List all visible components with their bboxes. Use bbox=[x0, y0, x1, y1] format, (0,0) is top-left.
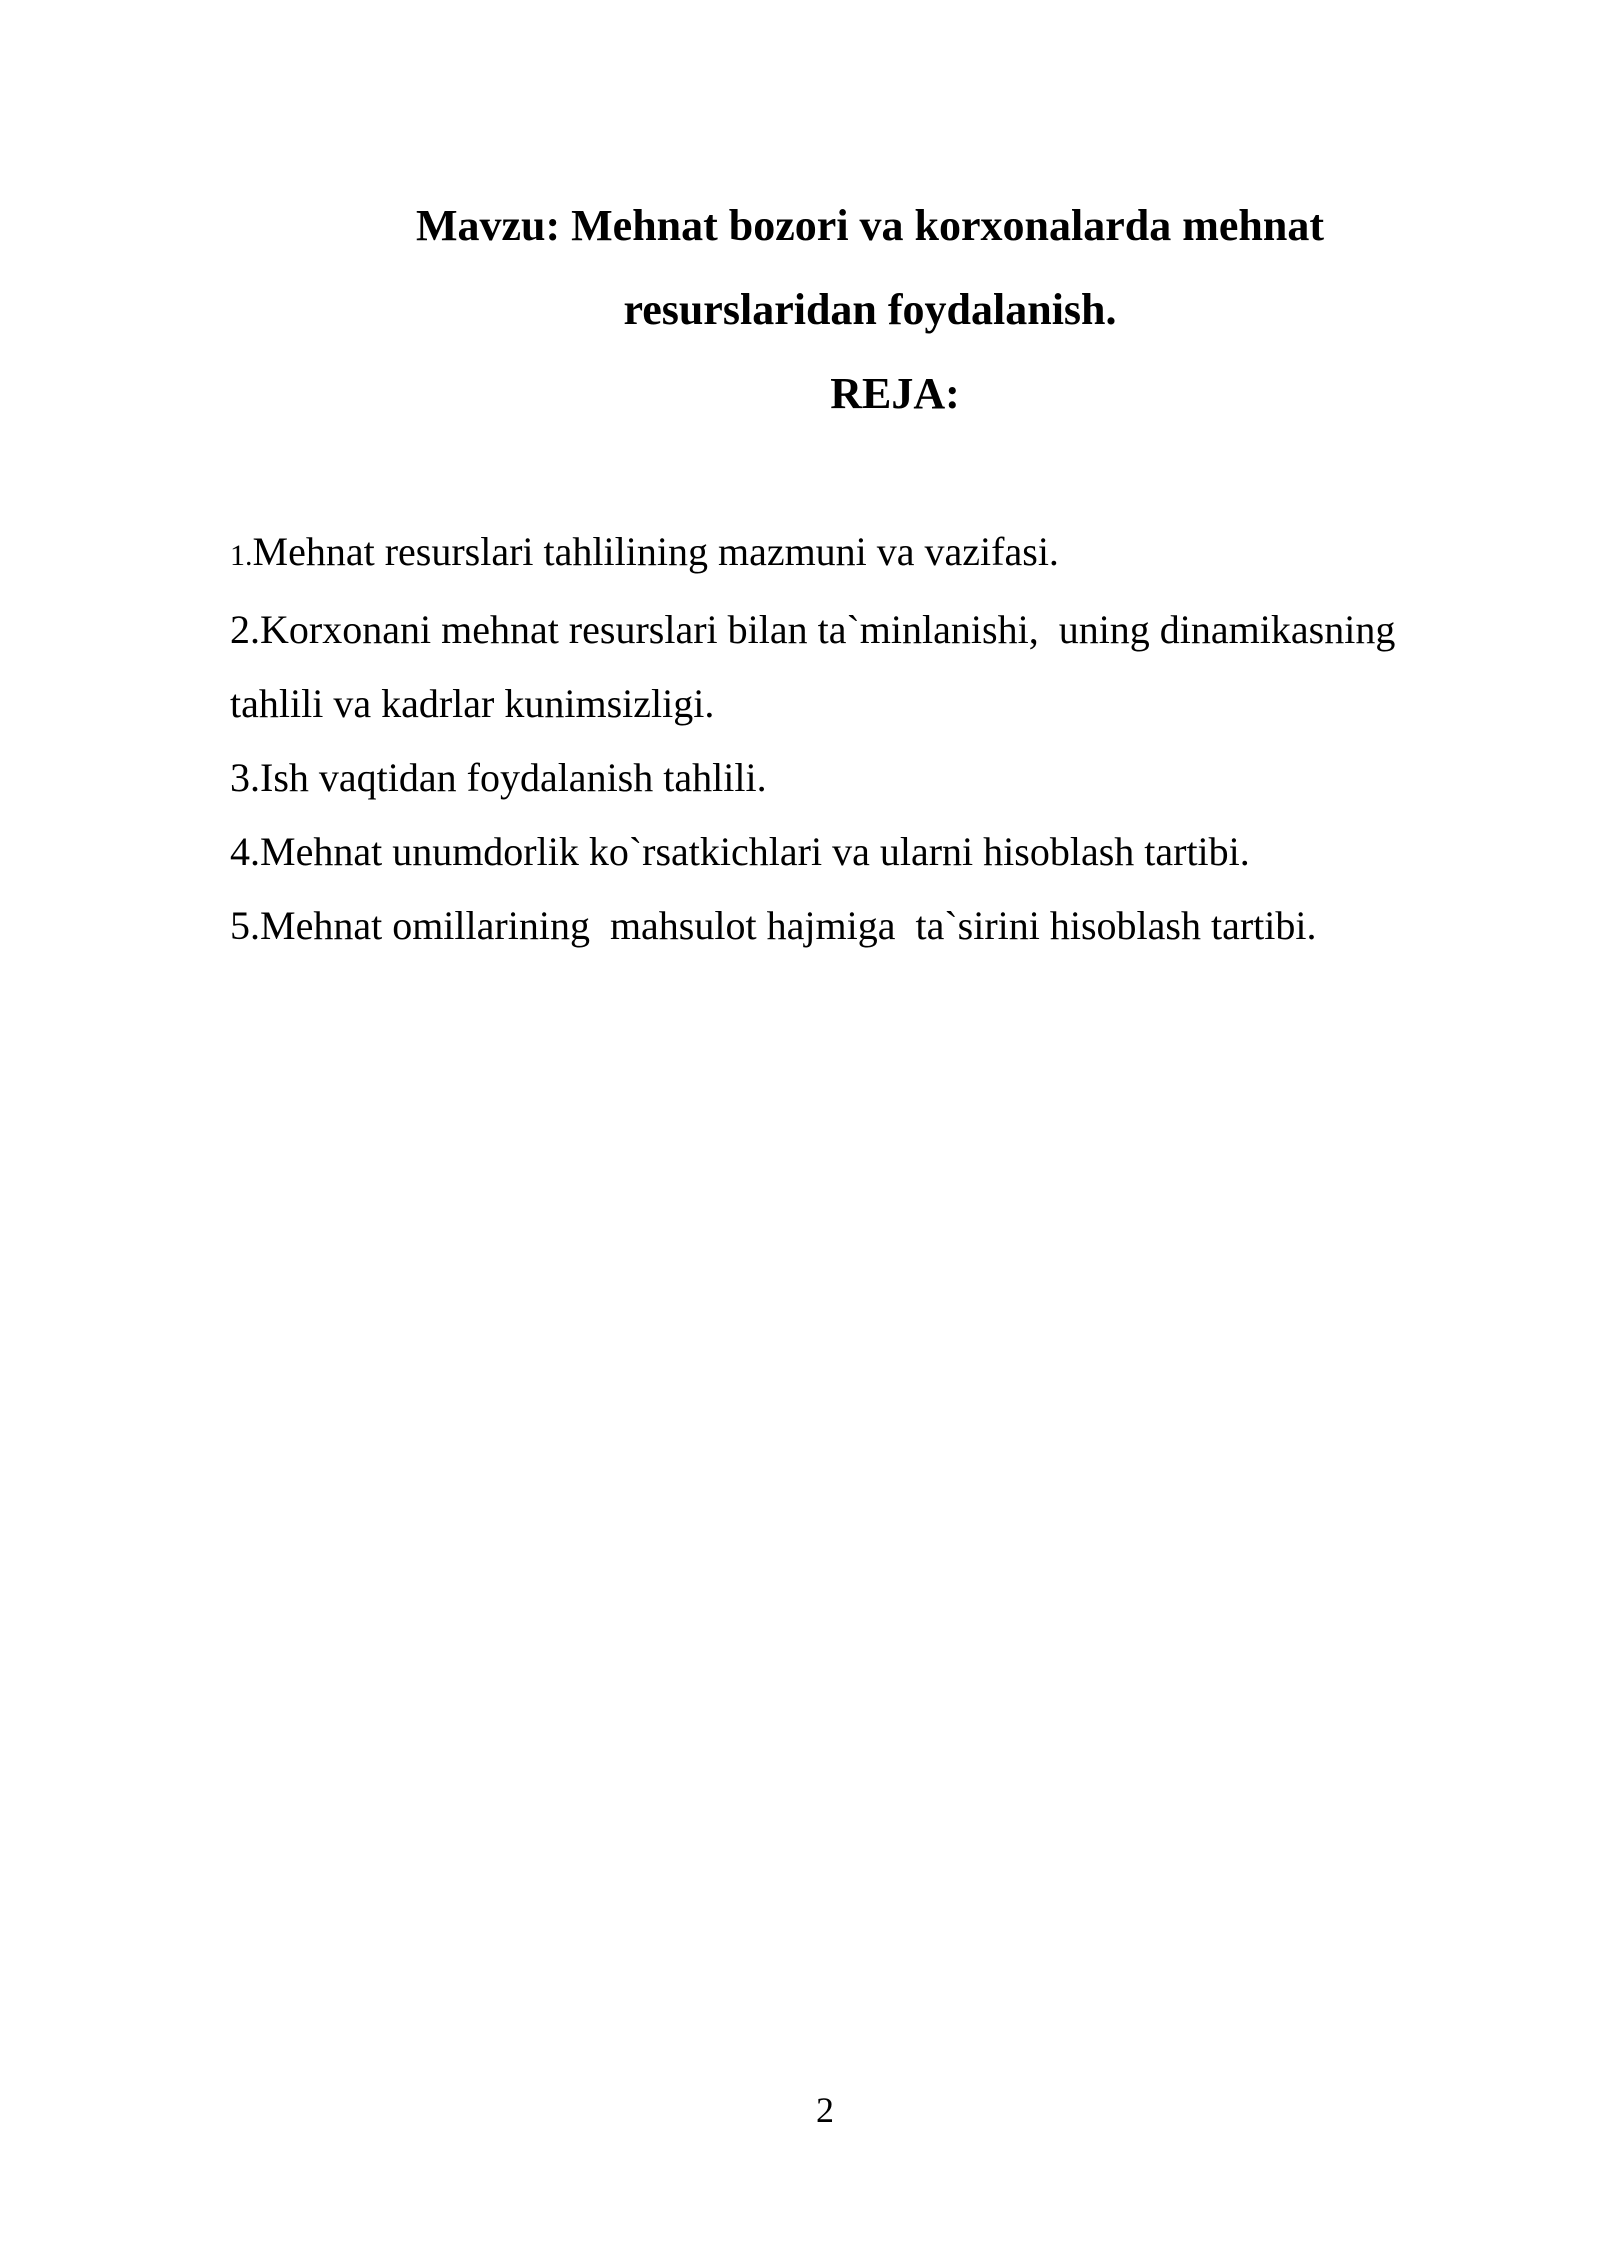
page-number: 2 bbox=[816, 2090, 834, 2130]
plan-item-5 bbox=[230, 889, 1530, 963]
plan-item-2-continuation bbox=[230, 667, 1530, 741]
plan-item-1 bbox=[230, 515, 1530, 593]
plan-item-number: 5. bbox=[230, 903, 260, 948]
plan-list bbox=[230, 515, 1530, 963]
plan-item-4 bbox=[230, 815, 1530, 889]
title-line-1: Mavzu: Mehnat bozori va korxonalarda mehnat bbox=[415, 201, 1325, 250]
plan-item-number: 3. bbox=[230, 755, 260, 800]
plan-item-text: Korxonani mehnat resurslari bilan ta`minlanishi, uning dinamikasning bbox=[260, 607, 1396, 652]
plan-item-3 bbox=[230, 741, 1530, 815]
plan-item-2 bbox=[230, 593, 1530, 667]
plan-item-number: 1. bbox=[230, 539, 253, 572]
title-line-2: resurslaridan foydalanish. bbox=[623, 285, 1117, 334]
plan-item-text: tahlili va kadrlar kunimsizligi. bbox=[230, 681, 715, 726]
plan-item-text: Ish vaqtidan foydalanish tahlili. bbox=[260, 755, 767, 800]
plan-item-number: 2. bbox=[230, 607, 260, 652]
plan-item-text: Mehnat unumdorlik ko`rsatkichlari va ularni hisoblash tartibi. bbox=[260, 829, 1250, 874]
plan-item-text: Mehnat resurslari tahlilining mazmuni va vazifasi. bbox=[252, 529, 1059, 574]
plan-heading: REJA: bbox=[830, 369, 960, 418]
plan-item-number: 4. bbox=[230, 829, 260, 874]
plan-item-text: Mehnat omillarining mahsulot hajmiga ta`sirini hisoblash tartibi. bbox=[260, 903, 1317, 948]
